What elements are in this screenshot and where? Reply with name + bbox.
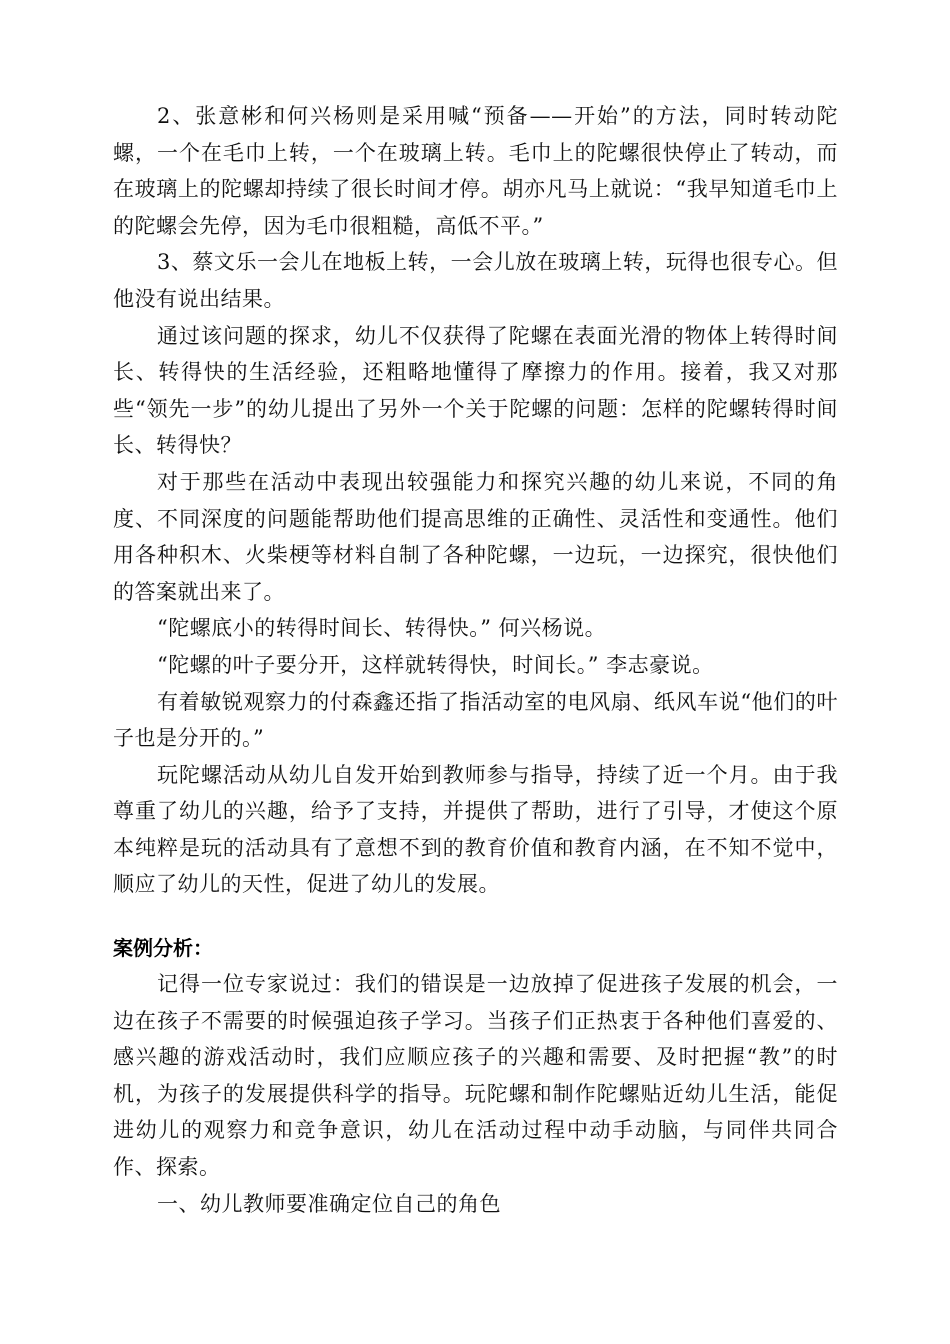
paragraph: “陀螺的叶子要分开，这样就转得快，时间长。” 李志豪说。: [157, 652, 714, 677]
paragraph: 记得一位专家说过：我们的错误是一边放掉了促进孩子发展的机会，一边在孩子不需要的时候强迫孩子学习。当孩子们正热衷于各种他们喜爱的、感兴趣的游戏活动时，我们应顺应孩子的兴趣和需要、及时把握“教”的时机，为孩子的发展提供科学的指导。玩陀螺和制作陀螺贴近幼儿生活，能促进幼儿的观察力和竞争意识，幼儿在活动过程中动手动脑，与同伴共同合作、探索。: [113, 972, 838, 1180]
paragraph: “陀螺底小的转得时间长、转得快。” 何兴杨说。: [157, 616, 607, 641]
paragraph: 3、蔡文乐一会儿在地板上转，一会儿放在玻璃上转，玩得也很专心。但他没有说出结果。: [113, 250, 838, 311]
document-body: [113, 98, 838, 1222]
paragraph: 2、张意彬和何兴杨则是采用喊“预备——开始”的方法，同时转动陀螺，一个在毛巾上转，一个在玻璃上转。毛巾上的陀螺很快停止了转动，而在玻璃上的陀螺却持续了很长时间才停。胡亦凡马上就说：“我早知道毛巾上的陀螺会先停，因为毛巾很粗糙，高低不平。”: [113, 104, 838, 238]
paragraph: 一、幼儿教师要准确定位自己的角色: [157, 1191, 501, 1216]
paragraph: 有着敏锐观察力的付森鑫还指了指活动室的电风扇、纸风车说“他们的叶子也是分开的。”: [113, 689, 838, 751]
paragraph: 通过该问题的探求，幼儿不仅获得了陀螺在表面光滑的物体上转得时间长、转得快的生活经验，还粗略地懂得了摩擦力的作用。接着，我又对那些“领先一步”的幼儿提出了另外一个关于陀螺的问题：怎样的陀螺转得时间长、转得快？: [113, 323, 838, 458]
section-heading: 案例分析：: [113, 936, 213, 961]
paragraph: 对于那些在活动中表现出较强能力和探究兴趣的幼儿来说，不同的角度、不同深度的问题能帮助他们提高思维的正确性、灵活性和变通性。他们用各种积木、火柴梗等材料自制了各种陀螺，一边玩，一边探究，很快他们的答案就出来了。: [113, 469, 838, 604]
paragraph: 玩陀螺活动从幼儿自发开始到教师参与指导，持续了近一个月。由于我尊重了幼儿的兴趣，给予了支持，并提供了帮助，进行了引导，才使这个原本纯粹是玩的活动具有了意想不到的教育价值和教育内涵，在不知不觉中，顺应了幼儿的天性，促进了幼儿的发展。: [113, 762, 838, 897]
